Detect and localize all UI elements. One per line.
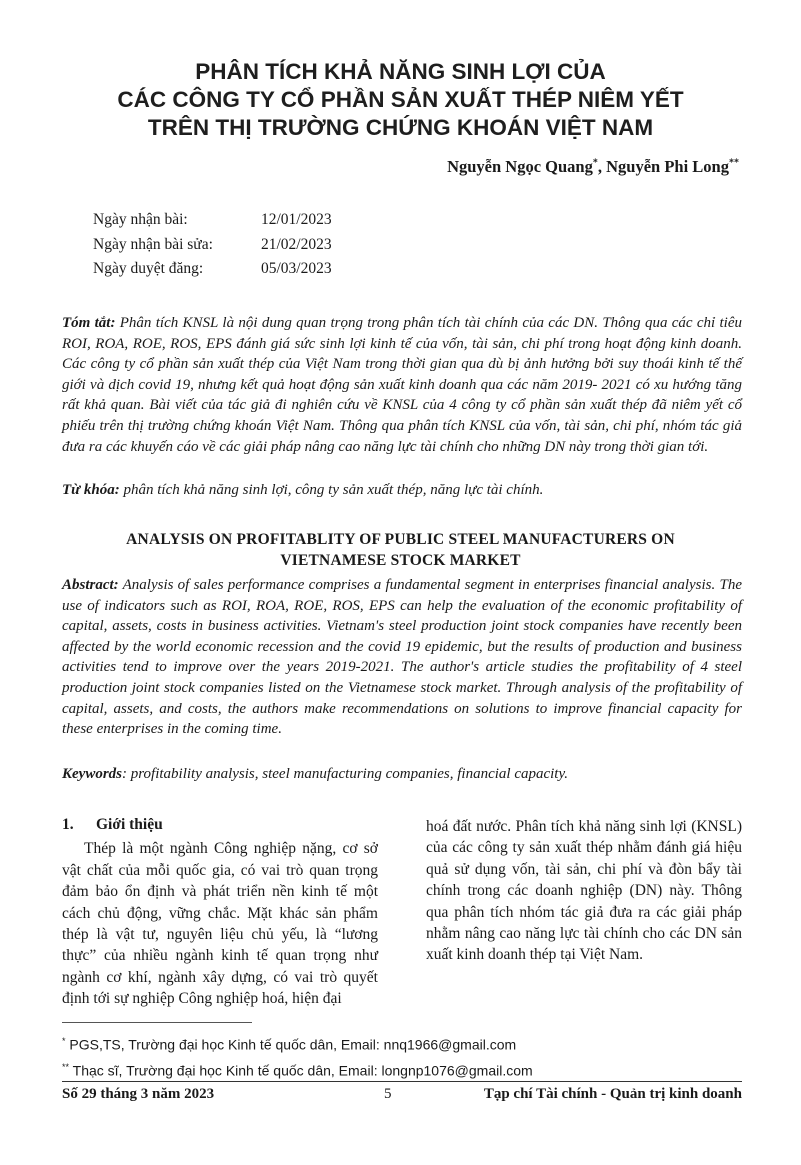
date-accepted bbox=[93, 257, 332, 282]
body-paragraph-right: hoá đất nước. Phân tích khả năng sinh lợi (KNSL) của các công ty sản xuất thép nhằm đánh giá hiệu quả sử dụng vốn, tài sản, chi phí và đòn bẩy tài chính trong các doanh nghiệp (DN) này. Thông qua phân tích nhóm tác giả đưa ra các giải pháp nhằm nâng cao năng lực tài chính cho các DN sản xuất kinh doanh thép tại Việt Nam. bbox=[426, 818, 742, 964]
abstract-en-label: Abstract: bbox=[62, 577, 119, 593]
date-value: 05/03/2023 bbox=[261, 260, 332, 277]
footnote-2 bbox=[62, 1056, 742, 1082]
abstract-vietnamese bbox=[62, 313, 742, 457]
keywords-vi-label: Từ khóa: bbox=[62, 482, 120, 498]
date-revised bbox=[93, 233, 332, 258]
footnote-divider bbox=[62, 1022, 252, 1023]
date-received bbox=[93, 208, 332, 233]
title-line-2: CÁC CÔNG TY CỔ PHẦN SẢN XUẤT THÉP NIÊM YẾT bbox=[117, 87, 684, 112]
abstract-english bbox=[62, 575, 742, 740]
abstract-vi-label: Tóm tắt: bbox=[62, 315, 116, 331]
title-line-3: TRÊN THỊ TRƯỜNG CHỨNG KHOÁN VIỆT NAM bbox=[147, 115, 654, 140]
keywords-english bbox=[62, 764, 742, 784]
keywords-en-label: Keywords bbox=[62, 766, 122, 782]
author-separator: , bbox=[597, 157, 607, 176]
en-title-line-1: ANALYSIS ON PROFITABLITY OF PUBLIC STEEL MANUFACTURERS ON bbox=[126, 531, 675, 548]
footnote-1-mark: * bbox=[62, 1036, 66, 1046]
page-number: 5 bbox=[384, 1086, 392, 1102]
date-label: Ngày nhận bài sửa: bbox=[93, 235, 213, 253]
section-number: 1. bbox=[62, 816, 74, 833]
title-line-1: PHÂN TÍCH KHẢ NĂNG SINH LỢI CỦA bbox=[195, 59, 606, 84]
article-dates bbox=[93, 208, 332, 282]
footnote-2-mark: ** bbox=[62, 1061, 70, 1072]
issue-info: Số 29 tháng 3 năm 2023 bbox=[62, 1086, 215, 1102]
footnotes bbox=[62, 1030, 742, 1081]
journal-name: Tạp chí Tài chính - Quản trị kinh doanh bbox=[483, 1086, 742, 1102]
author-line bbox=[447, 157, 739, 177]
footnote-2-text: Thạc sĩ, Trường đại học Kinh tế quốc dân, Email: longnp1076@gmail.com bbox=[69, 1062, 533, 1079]
author-2-mark: ** bbox=[729, 157, 739, 169]
keywords-vietnamese bbox=[62, 480, 742, 500]
date-value: 21/02/2023 bbox=[261, 235, 332, 253]
author-1-mark: * bbox=[592, 157, 598, 169]
vietnamese-title bbox=[40, 58, 761, 142]
date-label: Ngày duyệt đăng: bbox=[93, 260, 204, 277]
footnote-1 bbox=[62, 1030, 742, 1056]
body-column-right bbox=[426, 816, 742, 966]
abstract-vi-text: Phân tích KNSL là nội dung quan trọng trong phân tích tài chính của các DN. Thông qua các chỉ tiêu ROI, ROA, ROE, ROS, EPS đánh giá sức sinh lợi kinh tế của vốn, tài sản, chi phí trong hoạt động kinh doanh. Các công ty cổ phần sản xuất thép của Việt Nam trong thời gian qua dù bị ảnh hưởng bởi suy thoái kinh tế thế giới và dịch covid 19, nhưng kết quả hoạt động sản xuất kinh doanh qua các năm 2019- 2021 có xu hướng tăng rất khả quan. Bài viết của tác giả đi nghiên cứu về KNSL của 4 công ty cổ phần sản xuất thép đã niêm yết cổ phiếu trên thị trường chứng khoán Việt Nam. Thông qua phân tích KNSL của vốn, tài sản, chi phí, nhóm tác giả đưa ra các khuyến cáo về các giải pháp nâng cao năng lực tài chính cho những DN này trong thời gian tới. bbox=[62, 315, 742, 455]
date-label: Ngày nhận bài: bbox=[93, 211, 188, 228]
body-column-left bbox=[62, 814, 378, 1010]
body-paragraph-left: Thép là một ngành Công nghiệp nặng, cơ sở vật chất của mỗi quốc gia, có vai trò quan trọng đảm bảo ổn định và phát triển nền kinh tế một cách chủ động, vững chắc. Mặt khác sản phẩm thép là vật tư, nguyên liệu chủ yếu, là “lương thực” của nhiều ngành kinh tế quan trọng như ngành cơ khí, ngành xây dựng, có vai trò quyết định tới sự nghiệp Công nghiệp hoá, hiện đại bbox=[62, 840, 378, 1008]
page-footer bbox=[62, 1086, 742, 1108]
author-1: Nguyễn Ngọc Quang bbox=[447, 157, 593, 176]
en-title-line-2: VIETNAMESE STOCK MARKET bbox=[280, 552, 521, 569]
keywords-vi-text: phân tích khả năng sinh lợi, công ty sản xuất thép, năng lực tài chính. bbox=[119, 482, 544, 498]
abstract-en-text: Analysis of sales performance comprises a fundamental segment in enterprises financial analysis. The use of indicators such as ROI, ROA, ROE, ROS, EPS can help the evaluation of the economic profitability of capital, assets, costs in business activities. Vietnam's steel production joint stock companies have recently been affected by the world economic recession and the covid 19 epidemic, but the results of production and business activities tend to improve over the years 2019-2021. The author's article studies the profitability of 4 steel production joint stock companies listed on the Vietnamese stock market. Through analysis of the profitability of capital, assets, and costs, the authors make recommendations on solutions to improve financial capacity for these enterprises in the coming time. bbox=[62, 577, 742, 738]
english-title bbox=[60, 529, 741, 571]
section-title: Giới thiệu bbox=[96, 816, 163, 833]
section-heading bbox=[62, 814, 378, 835]
footer-divider bbox=[62, 1081, 742, 1082]
date-value: 12/01/2023 bbox=[261, 211, 332, 228]
author-2: Nguyễn Phi Long bbox=[606, 157, 729, 176]
footnote-1-text: PGS,TS, Trường đại học Kinh tế quốc dân, Email: nnq1966@gmail.com bbox=[65, 1036, 517, 1053]
keywords-en-text: : profitability analysis, steel manufacturing companies, financial capacity. bbox=[122, 766, 569, 782]
